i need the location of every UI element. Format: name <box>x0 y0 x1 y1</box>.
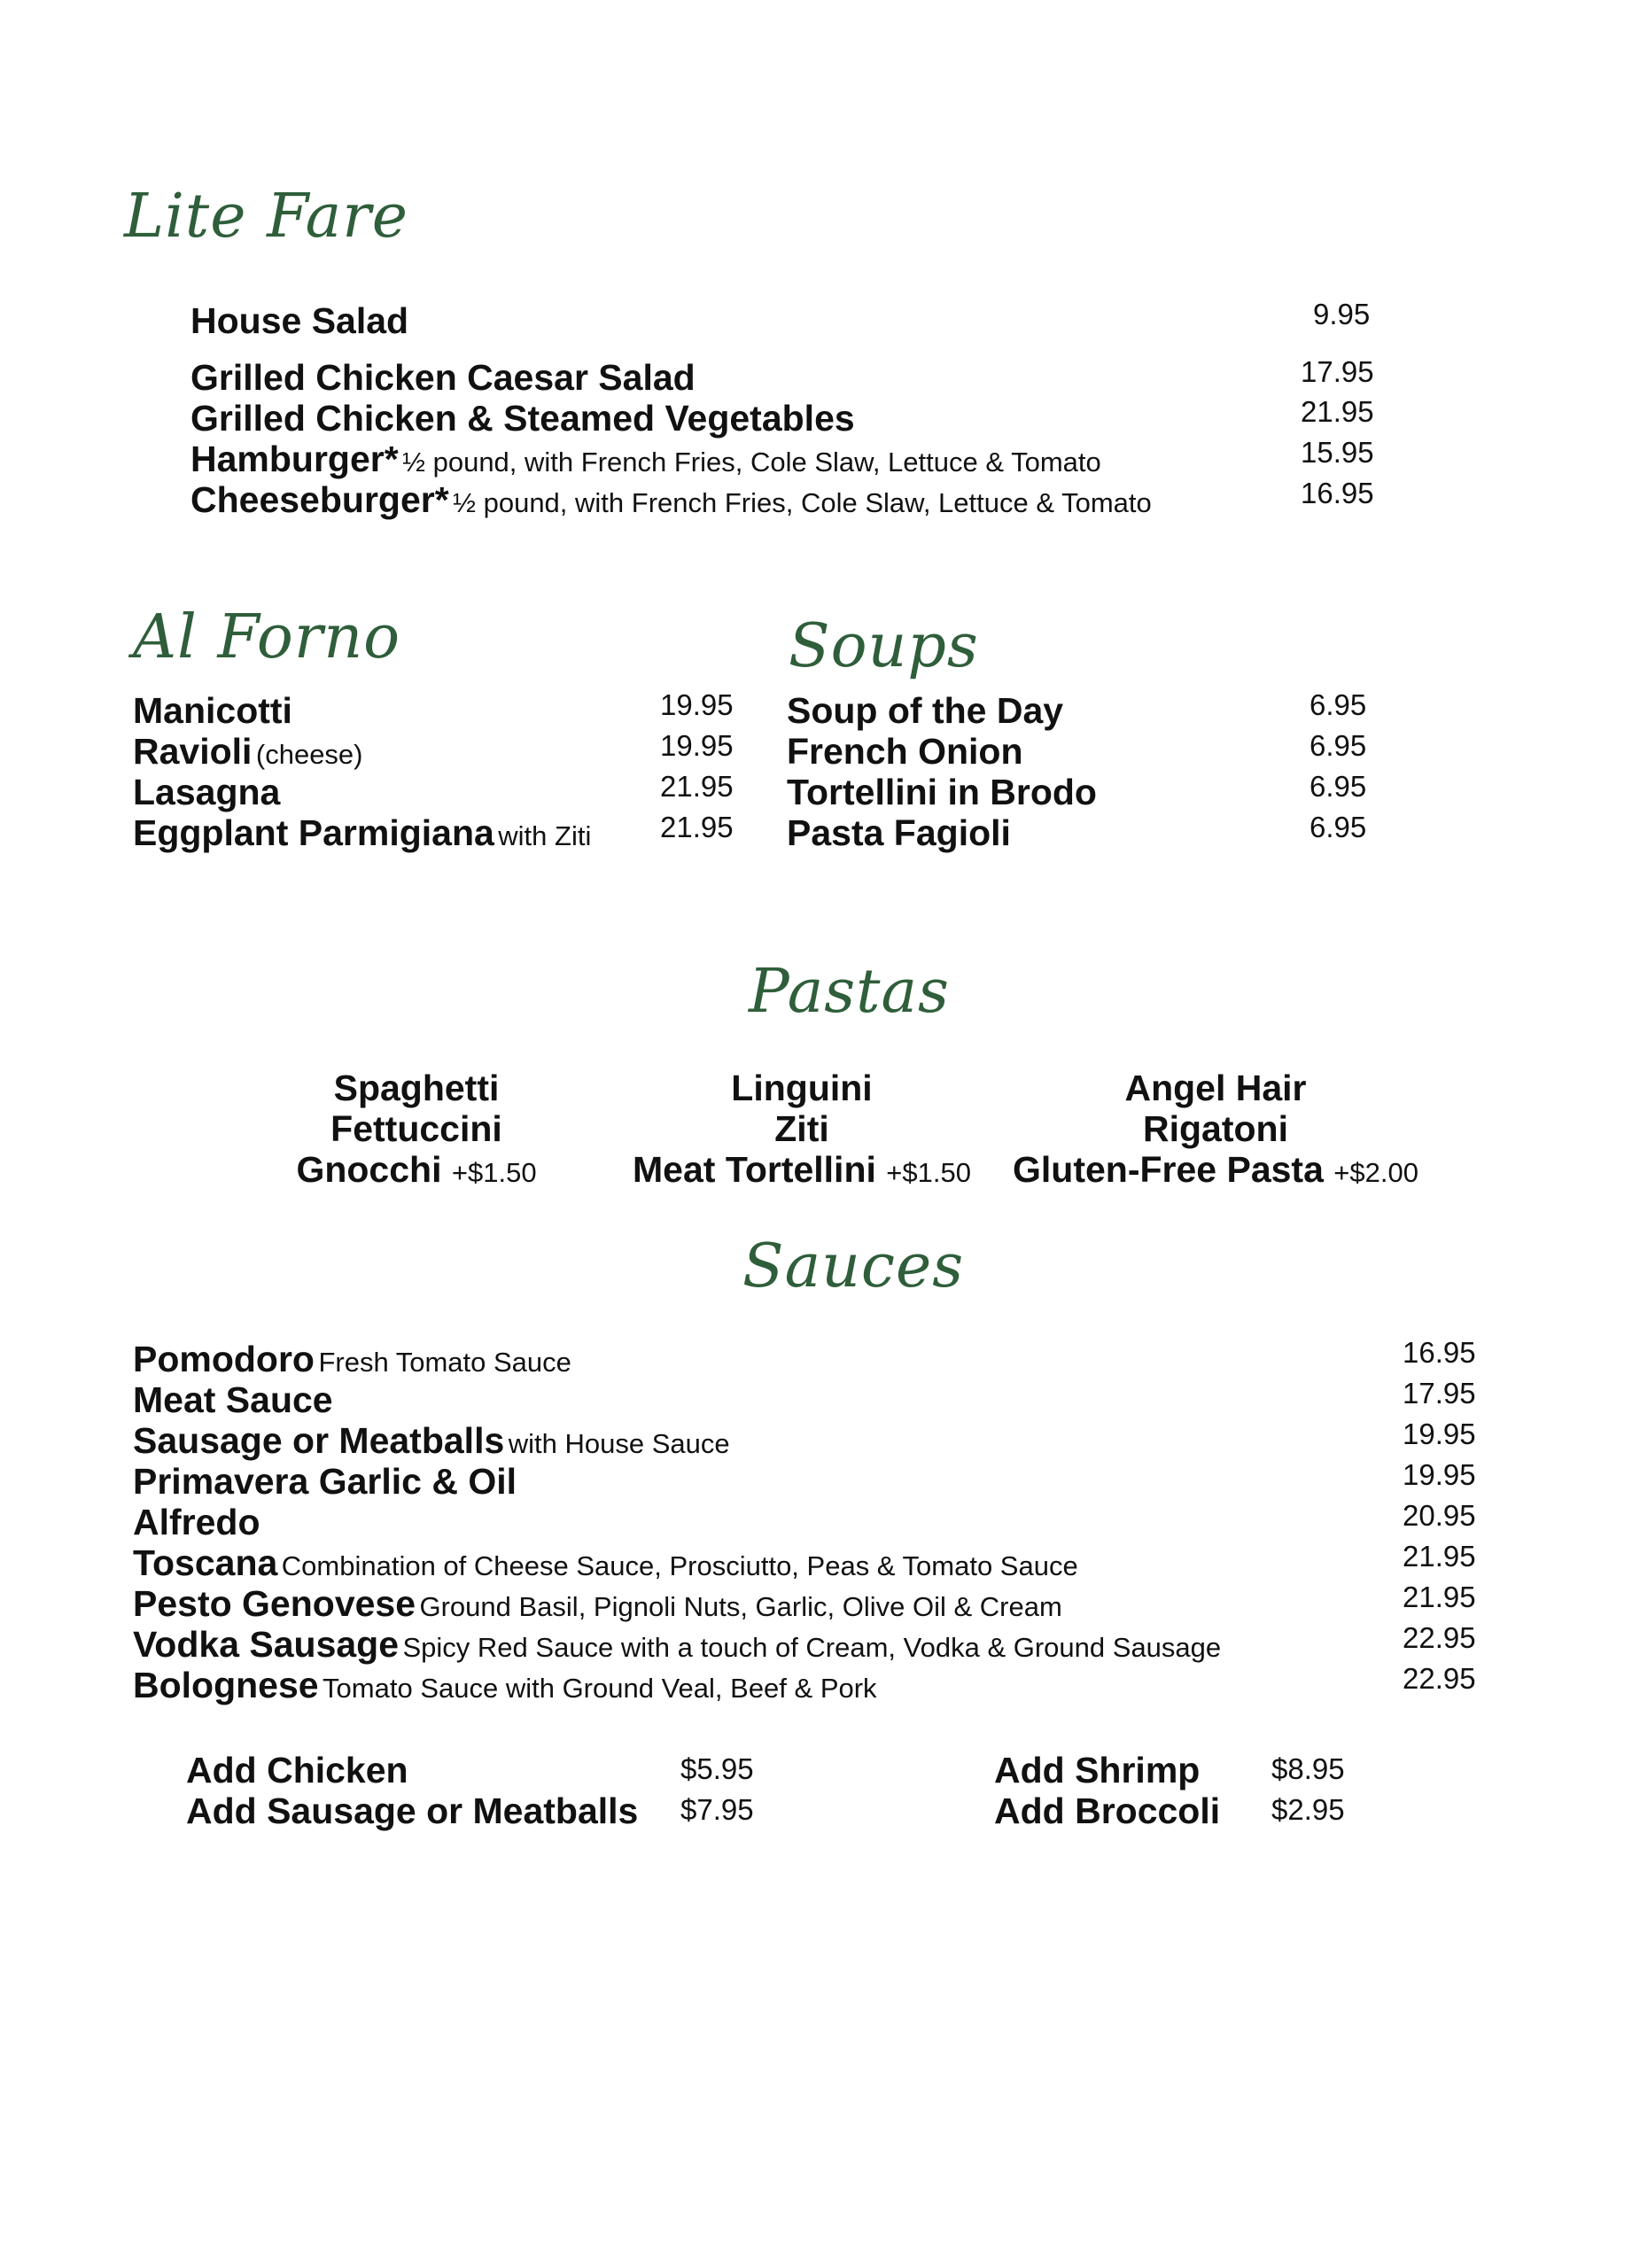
item-name: Toscana <box>133 1542 278 1583</box>
item-price: 9.95 <box>1313 298 1371 330</box>
item-name: Tortellini in Brodo <box>787 772 1097 812</box>
pasta-surcharge: +$2.00 <box>1333 1157 1418 1188</box>
menu-item <box>133 1542 1078 1583</box>
item-price: 16.95 <box>1403 1336 1476 1369</box>
item-price: 21.95 <box>1301 395 1374 428</box>
menu-item <box>787 731 1023 772</box>
menu-item <box>133 1504 260 1541</box>
pasta-name: Linguini <box>731 1068 873 1108</box>
item-price: 6.95 <box>1309 688 1367 721</box>
addon-name: Add Chicken <box>186 1750 408 1790</box>
addon-price: $7.95 <box>680 1793 754 1826</box>
item-name: French Onion <box>787 731 1023 772</box>
menu-item <box>133 1341 571 1378</box>
pastas-heading: Pastas <box>749 957 950 1027</box>
addon-name: Add Shrimp <box>994 1750 1201 1790</box>
menu-item <box>133 774 280 811</box>
item-price: 19.95 <box>1403 1458 1476 1491</box>
pasta-item <box>1124 1070 1306 1107</box>
pasta-item <box>1013 1149 1418 1190</box>
item-name: Grilled Chicken & Steamed Vegetables <box>190 398 855 439</box>
item-name: Alfredo <box>133 1502 260 1542</box>
item-description: with Ziti <box>498 820 592 851</box>
item-name: Primavera Garlic & Oil <box>133 1461 517 1502</box>
item-price: 6.95 <box>1309 811 1367 843</box>
item-description: Tomato Sauce with Ground Veal, Beef & Pork <box>323 1673 877 1704</box>
item-price: 17.95 <box>1301 355 1374 388</box>
item-name: Sausage or Meatballs <box>133 1420 505 1461</box>
pasta-item <box>330 1108 502 1149</box>
menu-item <box>133 1624 1222 1665</box>
menu-item <box>133 731 363 772</box>
item-price: 6.95 <box>1309 729 1367 762</box>
pasta-item <box>731 1070 872 1107</box>
menu-item <box>133 1379 333 1420</box>
pasta-surcharge: +$1.50 <box>886 1157 971 1188</box>
pasta-item <box>774 1108 829 1149</box>
item-name: Ravioli <box>133 731 253 772</box>
addon-name: Add Broccoli <box>994 1790 1221 1831</box>
menu-item <box>133 1667 877 1704</box>
item-name: House Salad <box>190 300 409 341</box>
menu-item <box>133 1420 730 1461</box>
item-price: 6.95 <box>1309 770 1367 803</box>
item-price: 21.95 <box>660 770 734 803</box>
item-price: 22.95 <box>1403 1662 1476 1695</box>
menu-item <box>133 690 292 731</box>
menu-item <box>190 400 855 437</box>
item-price: 19.95 <box>660 688 734 721</box>
item-name: Meat Sauce <box>133 1379 333 1420</box>
item-price: 17.95 <box>1403 1377 1476 1410</box>
item-description: ½ pound, with French Fries, Cole Slaw, Lettuce & Tomato <box>453 487 1152 518</box>
pasta-name: Gluten-Free Pasta <box>1013 1149 1324 1190</box>
pasta-item <box>296 1149 537 1190</box>
item-description: (cheese) <box>255 739 363 770</box>
menu-item <box>787 690 1064 731</box>
item-name: Cheeseburger* <box>190 479 449 520</box>
item-price: 20.95 <box>1403 1499 1476 1532</box>
item-price: 22.95 <box>1403 1621 1476 1654</box>
item-name: Grilled Chicken Caesar Salad <box>190 357 696 398</box>
pasta-item <box>633 1149 971 1190</box>
sauces-heading: Sauces <box>742 1231 965 1301</box>
lite-fare-heading: Lite Fare <box>124 182 408 252</box>
item-price: 21.95 <box>660 811 734 843</box>
addon-price: $5.95 <box>680 1752 754 1785</box>
item-name: Eggplant Parmigiana <box>133 812 494 853</box>
pasta-name: Ziti <box>774 1108 829 1149</box>
al-forno-heading: Al Forno <box>133 602 401 672</box>
pasta-name: Gnocchi <box>296 1149 442 1190</box>
menu-item <box>190 441 1101 478</box>
addon-price: $8.95 <box>1271 1752 1345 1785</box>
item-price: 21.95 <box>1403 1540 1476 1573</box>
pasta-name: Meat Tortellini <box>633 1149 876 1190</box>
menu-item <box>133 1583 1062 1624</box>
menu-item <box>190 300 409 341</box>
item-price: 15.95 <box>1301 436 1374 469</box>
addon-name: Add Sausage or Meatballs <box>186 1790 639 1831</box>
item-name: Manicotti <box>133 690 292 731</box>
addon-price: $2.95 <box>1271 1793 1345 1826</box>
item-name: Pomodoro <box>133 1339 315 1379</box>
item-name: Bolognese <box>133 1665 319 1705</box>
item-price: 16.95 <box>1301 477 1374 509</box>
item-description: Combination of Cheese Sauce, Prosciutto, Peas & Tomato Sauce <box>281 1550 1078 1581</box>
pasta-name: Fettuccini <box>330 1108 502 1149</box>
menu-item <box>133 812 592 853</box>
item-name: Pesto Genovese <box>133 1583 416 1624</box>
pasta-item <box>334 1070 500 1107</box>
pasta-item <box>1143 1108 1288 1149</box>
item-description: Spicy Red Sauce with a touch of Cream, Vodka & Ground Sausage <box>402 1632 1222 1663</box>
item-name: Soup of the Day <box>787 690 1064 731</box>
item-description: Ground Basil, Pignoli Nuts, Garlic, Olive Oil & Cream <box>419 1591 1062 1622</box>
pasta-name: Rigatoni <box>1143 1108 1288 1149</box>
pasta-surcharge: +$1.50 <box>451 1157 537 1188</box>
item-name: Pasta Fagioli <box>787 812 1011 853</box>
item-name: Lasagna <box>133 772 281 812</box>
soups-heading: Soups <box>789 611 979 681</box>
item-name: Hamburger* <box>190 439 399 479</box>
menu-item <box>190 357 696 398</box>
item-price: 19.95 <box>1403 1418 1476 1450</box>
pasta-name: Spaghetti <box>333 1068 500 1108</box>
menu-item <box>190 479 1152 520</box>
item-price: 21.95 <box>1403 1581 1476 1613</box>
menu-item <box>133 1461 517 1502</box>
menu-item <box>787 774 1097 811</box>
item-name: Vodka Sausage <box>133 1624 400 1665</box>
item-description: ½ pound, with French Fries, Cole Slaw, Lettuce & Tomato <box>402 447 1101 478</box>
item-price: 19.95 <box>660 729 734 762</box>
item-description: with House Sauce <box>508 1428 730 1459</box>
item-description: Fresh Tomato Sauce <box>318 1347 571 1378</box>
menu-item <box>787 812 1011 853</box>
pasta-name: Angel Hair <box>1124 1068 1307 1108</box>
